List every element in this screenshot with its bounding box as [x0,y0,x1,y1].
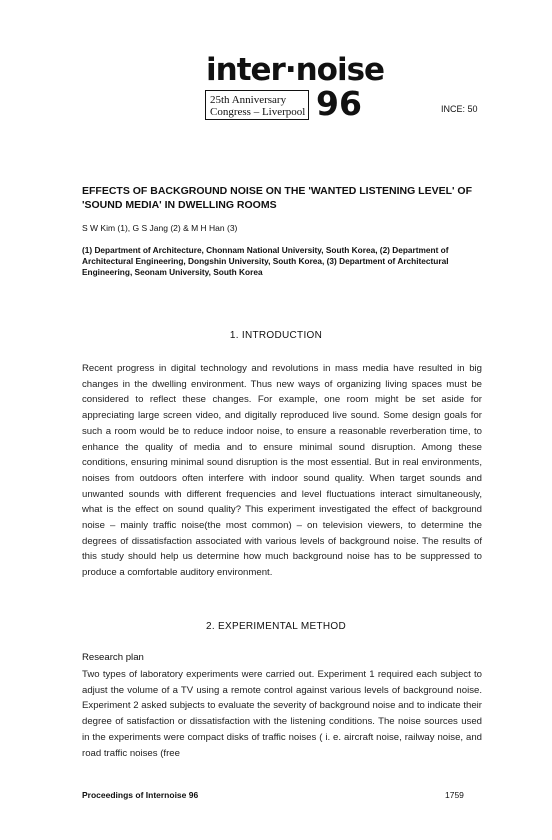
paper-authors: S W Kim (1), G S Jang (2) & M H Han (3) [82,223,238,233]
ince-code: INCE: 50 [441,104,478,114]
logo-anniversary-box [205,90,309,120]
internoise-logo [200,52,385,124]
logo-number: 96 [316,84,362,123]
paper-title: EFFECTS OF BACKGROUND NOISE ON THE 'WANTED LISTENING LEVEL' OF 'SOUND MEDIA' IN DWELLING ROOMS [82,185,473,211]
footer-proceedings: Proceedings of Internoise 96 [82,790,199,800]
page-number: 1759 [445,790,464,800]
subheading-research-plan: Research plan [82,652,144,663]
method-paragraph: Two types of laboratory experiments were carried out. Experiment 1 required each subject to adjust the volume of a TV using a remote control against various levels of background noise. Experiment 2 asked subjects to evaluate the severity of background noise and to indicate their degree of satisfaction or dissatisfaction with the listening conditions. The noise sources used in the experiments were compact disks of traffic noises ( i. e. aircraft noise, railway noise, and road traffic noises (free [82,669,482,759]
introduction-paragraph: Recent progress in digital technology and revolutions in mass media have resulted in big changes in the dwelling environment. Thus new ways of organizing living spaces must be considered to reflect these changes. For example, one room might be set aside for appreciating large screen video, and digitally reproduced live sound. Some design goals for such a room would be to reduce indoor noise, to ensure a reasonable reverberation time, to enhance the quality of media and to ensure minimal sound disruption. Among these conditions, ensuring minimal sound disruption is the most essential. But in real environments, noises from outdoors often interfere with indoor sound quality. When target sounds and unwanted sounds with different frequencies and level fluctuations interact simultaneously, what is the effect on sound quality? This experiment investigated the effect of background noise – mainly traffic noise(the most common) – on television viewers, to determine the degrees of dissatisfaction associated with various levels of background noise. The results of this study should help us determine how much background noise has to be suppressed to produce a comfortable auditory environment. [82,363,482,579]
section-heading-introduction: 1. INTRODUCTION [229,330,323,341]
section-heading-experimental-method: 2. EXPERIMENTAL METHOD [206,621,346,632]
paper-affiliations: (1) Department of Architecture, Chonnam National University, South Korea, (2) Department of Architectural Engineering, Dongshin University, South Korea, (3) Department of Architectural Engineering, Seonam University, South Korea [82,245,449,277]
logo-box-line2: Congress – Liverpool [210,106,306,118]
logo-wordmark: inter·noise [206,52,385,88]
logo-box-line1: 25th Anniversary [210,94,287,106]
